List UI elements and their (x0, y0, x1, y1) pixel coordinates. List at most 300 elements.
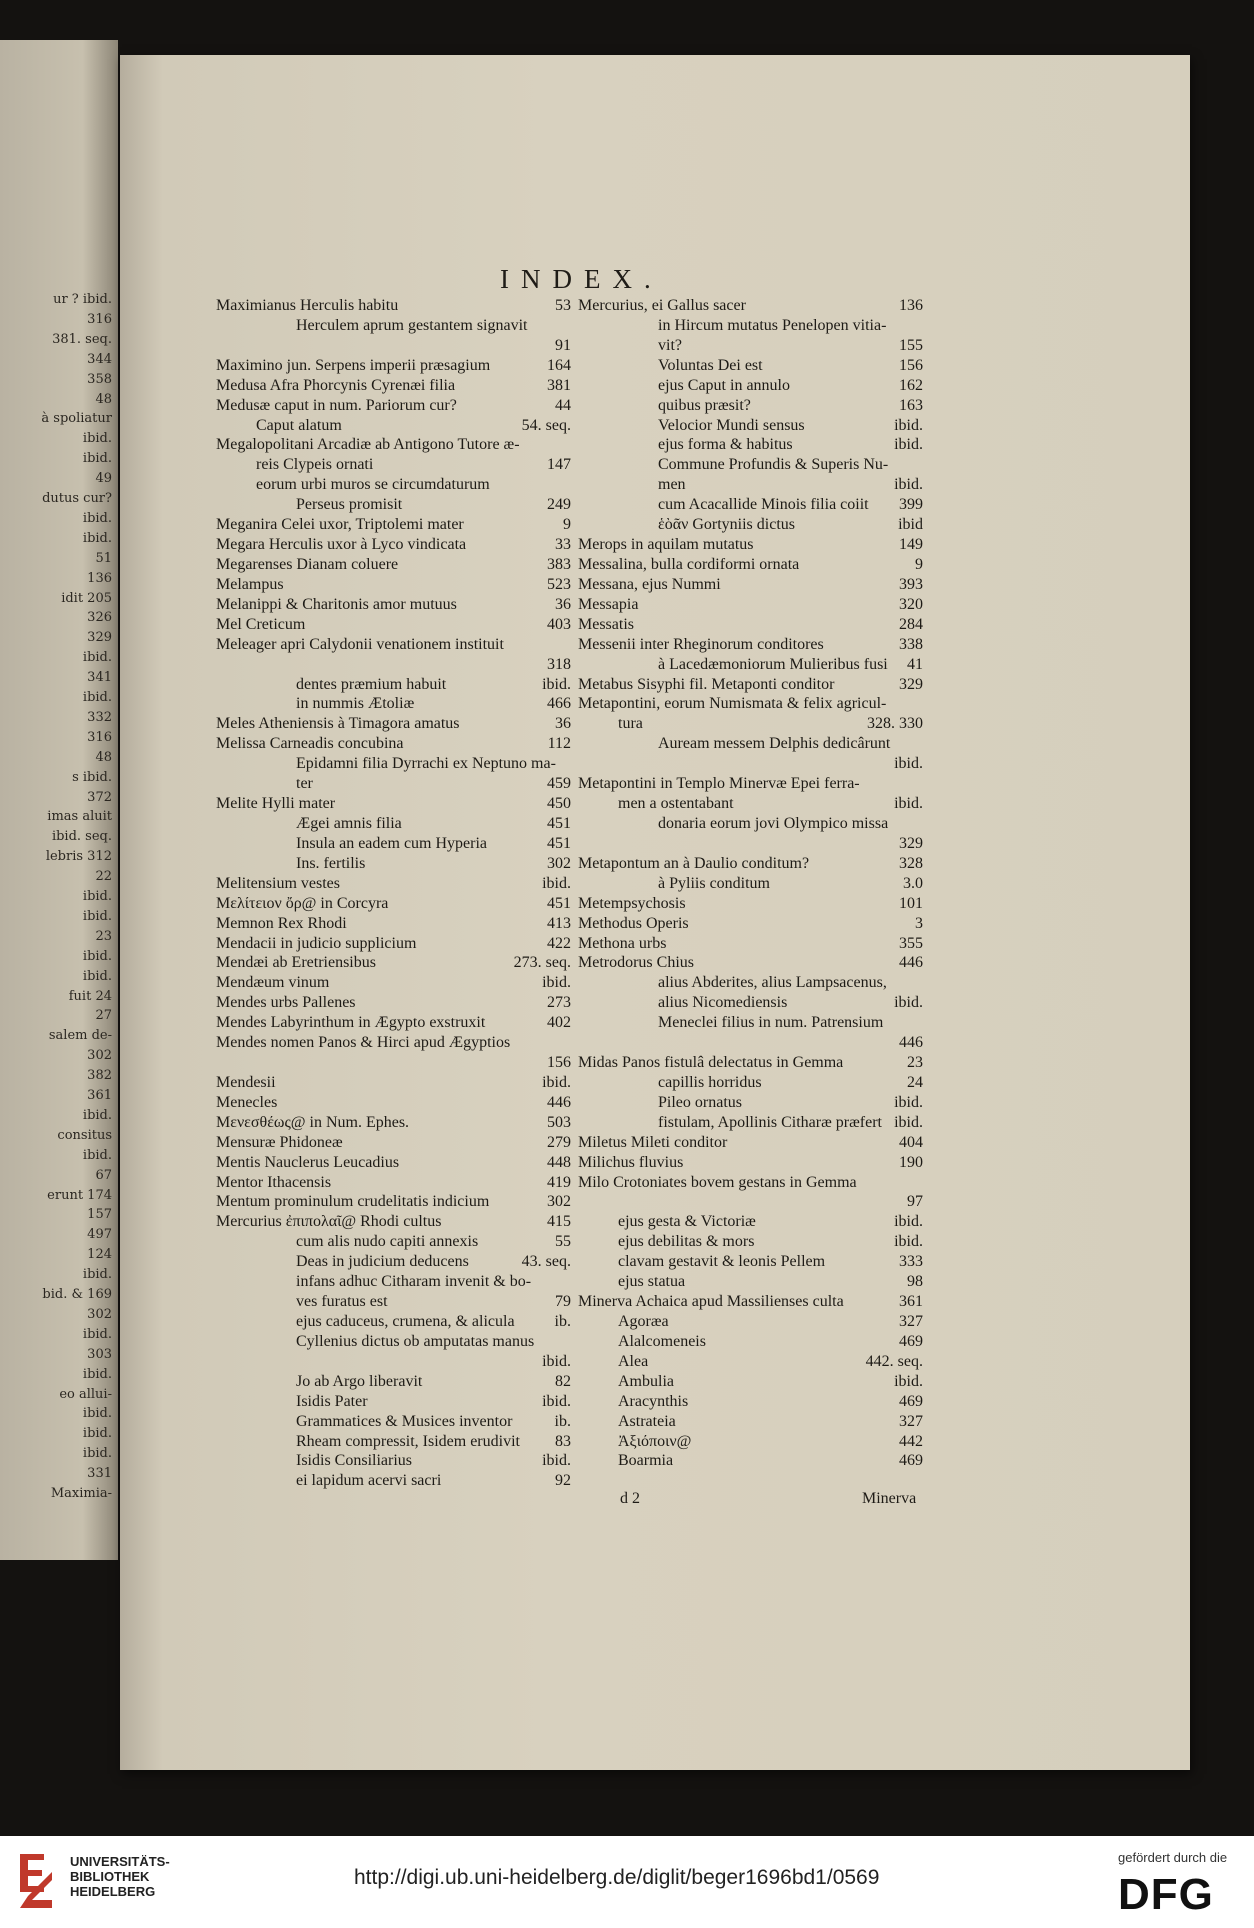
index-entry (578, 1093, 923, 1113)
index-entry-text: Methodus Operis (578, 914, 689, 932)
index-entry-page: ibid. (542, 1392, 571, 1410)
index-entry-page: 448 (547, 1153, 571, 1171)
index-entry (578, 1013, 923, 1033)
index-entry-text: Megarenses Dianam coluere (216, 555, 399, 573)
index-entry (216, 1192, 571, 1212)
index-entry (216, 455, 571, 475)
index-entry-text: Maximino jun. Serpens imperii præsagium (216, 356, 491, 374)
index-entry-text: Alalcomeneis (618, 1332, 706, 1350)
index-entry-text: Mendæum vinum (216, 974, 330, 992)
index-entry-text: Deas in judicium deducens (296, 1253, 469, 1271)
index-entry-text: Ambulia (618, 1372, 674, 1390)
index-entry-text: fistulam, Apollinis Citharæ præfert (658, 1113, 882, 1131)
index-entry (216, 1033, 571, 1053)
left-page-line: 316 (87, 729, 112, 745)
index-entry (216, 854, 571, 874)
index-entry-text: infans adhuc Citharam invenit & bo- (296, 1273, 532, 1291)
index-entry-text: Melite Hylli mater (216, 795, 336, 813)
index-entry (216, 1451, 571, 1471)
index-entry (578, 1332, 923, 1352)
index-entry-text: Μενεσθέως@ in Num. Ephes. (216, 1113, 410, 1131)
index-entry (216, 1412, 571, 1432)
index-entry (216, 1471, 571, 1491)
index-entry (216, 734, 571, 754)
index-entry-page: 422 (547, 934, 571, 952)
index-entry-text: cum Acacallide Minois filia coiit (658, 496, 869, 514)
index-entry-text: Perseus promisit (296, 496, 403, 514)
left-page-line: ibid. (82, 1267, 112, 1283)
index-entry (216, 1073, 571, 1093)
index-entry (216, 1352, 571, 1372)
index-entry-page: 273 (547, 994, 571, 1012)
index-entry-page: 469 (899, 1452, 923, 1470)
index-entry (216, 694, 571, 714)
index-entry-page: 469 (899, 1392, 923, 1410)
index-entry (216, 475, 571, 495)
index-entry-page: 451 (547, 894, 571, 912)
index-entry (578, 834, 923, 854)
index-entry-text: quibus præsit? (658, 396, 751, 414)
index-entry-page: 155 (899, 336, 923, 354)
left-page-line: 302 (87, 1306, 112, 1322)
index-entry-text: dentes præmium habuit (296, 675, 447, 693)
left-page-line: s ibid. (72, 769, 112, 785)
index-entry (216, 416, 571, 436)
index-entry (216, 1392, 571, 1412)
index-entry-text: Messana, ejus Nummi (578, 575, 721, 593)
left-page-line: 316 (87, 311, 112, 327)
index-entry (578, 1212, 923, 1232)
index-entry (578, 1312, 923, 1332)
left-page-line: 303 (87, 1346, 112, 1362)
index-entry (578, 675, 923, 695)
index-entry (578, 1352, 923, 1372)
index-entry-page: 413 (547, 914, 571, 932)
index-entry-page: 451 (547, 814, 571, 832)
index-entry-text: Mentis Nauclerus Leucadius (216, 1153, 400, 1171)
index-entry-page: 466 (547, 695, 571, 713)
index-entry-text: Melissa Carneadis concubina (216, 735, 404, 753)
index-entry-page: 302 (547, 1193, 571, 1211)
index-entry (578, 934, 923, 954)
index-entry-page: 442 (899, 1432, 923, 1450)
index-entry (216, 1212, 571, 1232)
left-page-line: 67 (95, 1167, 112, 1183)
index-entry (216, 296, 571, 316)
index-entry-page: 451 (547, 834, 571, 852)
left-page-line: eo allui- (59, 1386, 112, 1402)
index-entry-text: Mentor Ithacensis (216, 1173, 332, 1191)
index-entry (578, 356, 923, 376)
index-entry-page: 446 (899, 1034, 923, 1052)
left-page-line: ibid. (82, 968, 112, 984)
index-entry-text: Mercurius ἐπιπολαῖ@ Rhodi cultus (216, 1213, 442, 1231)
index-entry (578, 1372, 923, 1392)
index-entry (578, 894, 923, 914)
index-entry (216, 1272, 571, 1292)
index-entry (216, 495, 571, 515)
index-entry-page: 403 (547, 615, 571, 633)
index-entry-text: Caput alatum (256, 416, 342, 434)
dfg-logo[interactable]: DFG (1118, 1870, 1214, 1919)
index-entry (216, 555, 571, 575)
index-entry-page: ibid. (894, 755, 923, 773)
left-page-line: ibid. (82, 1406, 112, 1422)
left-page-line: à spoliatur (41, 411, 112, 427)
index-entry-text: capillis horridus (658, 1073, 762, 1091)
index-entry-text: clavam gestavit & leonis Pellem (618, 1253, 826, 1271)
left-page-line: 381. seq. (52, 331, 112, 347)
index-entry-text: in nummis Ætoliæ (296, 695, 415, 713)
index-entry-text: Melampus (216, 575, 284, 593)
index-entry-text: alius Nicomediensis (658, 994, 788, 1012)
index-entry-page: 469 (899, 1332, 923, 1350)
index-entry-text: Commune Profundis & Superis Nu- (658, 456, 889, 474)
left-page-line: 331 (87, 1466, 112, 1482)
index-entry-text: ves furatus est (296, 1293, 388, 1311)
index-entry-page: ibid. (894, 994, 923, 1012)
index-entry-text: Mentum prominulum crudelitatis indicium (216, 1193, 490, 1211)
index-entry (578, 535, 923, 555)
index-entry-page: 450 (547, 795, 571, 813)
index-entry-text: Memnon Rex Rhodi (216, 914, 347, 932)
left-page-line: consitus (57, 1127, 112, 1143)
index-column-right (578, 296, 923, 1471)
index-entry-text: ejus Caput in annulo (658, 376, 790, 394)
index-entry-page: ibid. (894, 795, 923, 813)
index-entry-text: Maximianus Herculis habitu (216, 297, 399, 314)
index-entry-text: Metapontini, eorum Numismata & felix agricul- (578, 695, 887, 713)
index-entry (578, 555, 923, 575)
index-entry (578, 435, 923, 455)
index-entry-page: 327 (899, 1412, 923, 1430)
index-entry-page: 361 (899, 1293, 923, 1311)
index-entry-page: 97 (907, 1193, 923, 1211)
left-page-line: 22 (95, 869, 112, 885)
left-page-line: 361 (87, 1088, 112, 1103)
index-entry-text: Milo Crotoniates bovem gestans in Gemma (578, 1173, 857, 1191)
index-entry (578, 615, 923, 635)
index-entry (216, 336, 571, 356)
index-entry-page: 442. seq. (865, 1352, 923, 1370)
index-entry-page: ibid. (542, 874, 571, 892)
permalink-url[interactable]: http://digi.ub.uni-heidelberg.de/diglit/beger1696bd1/0569 (354, 1866, 880, 1889)
index-entry-page: 320 (899, 595, 923, 613)
index-entry-text: Mendes urbs Pallenes (216, 994, 356, 1012)
index-entry (216, 794, 571, 814)
index-entry (578, 1252, 923, 1272)
index-entry-page: 98 (907, 1273, 923, 1291)
index-entry-page: 459 (547, 775, 571, 793)
index-entry (578, 475, 923, 495)
index-entry (578, 655, 923, 675)
left-page-line: 326 (87, 610, 112, 626)
index-entry-page: 9 (563, 516, 571, 534)
left-page-line: ibid. (82, 1366, 112, 1382)
index-entry-page: 446 (899, 954, 923, 972)
index-entry-text: men (658, 476, 686, 494)
index-entry (216, 535, 571, 555)
index-entry-text: Ἀξιόποιν@ (618, 1432, 692, 1450)
index-entry (216, 1053, 571, 1073)
index-entry-text: ejus statua (618, 1273, 686, 1291)
left-page-line: 157 (87, 1207, 112, 1223)
left-page-line: erunt 174 (47, 1187, 112, 1203)
index-entry-page: 91 (555, 336, 571, 354)
index-entry-text: Megara Herculis uxor à Lyco vindicata (216, 536, 467, 554)
index-entry-text: Merops in aquilam mutatus (578, 536, 754, 554)
index-entry-text: Megalopolitani Arcadiæ ab Antigono Tutore æ- (216, 436, 520, 454)
left-page-line: ibid. (82, 1326, 112, 1342)
index-entry (578, 336, 923, 356)
index-entry-text: Meles Atheniensis à Timagora amatus (216, 715, 460, 733)
index-entry (216, 1312, 571, 1332)
index-entry-page: 284 (899, 615, 923, 633)
index-entry (216, 1372, 571, 1392)
index-entry (216, 1432, 571, 1452)
index-entry-text: Mel Creticum (216, 615, 306, 633)
index-entry-text: Astrateia (618, 1412, 676, 1430)
index-entry-text: ejus gesta & Victoriæ (618, 1213, 756, 1231)
index-entry (578, 1113, 923, 1133)
library-name-line: BIBLIOTHEK (70, 1869, 150, 1884)
index-entry-text: Metrodorus Chius (578, 954, 694, 972)
index-entry (216, 894, 571, 914)
index-entry-page: 273. seq. (513, 954, 571, 972)
left-page-line: Maximia- (50, 1486, 112, 1501)
index-entry (578, 1392, 923, 1412)
left-page-line: ibid. (82, 650, 112, 666)
index-entry-page: 162 (899, 376, 923, 394)
index-entry-text: Pileo ornatus (658, 1093, 742, 1111)
index-entry-text: Herculem aprum gestantem signavit (296, 316, 528, 334)
index-entry (216, 754, 571, 774)
index-entry-text: in Hircum mutatus Penelopen vitia- (658, 316, 887, 334)
index-entry-text: Metabus Sisyphi fil. Metaponti conditor (578, 675, 835, 693)
index-entry-text: Melitensium vestes (216, 874, 340, 892)
index-entry-page: 404 (899, 1133, 923, 1151)
index-entry-page: 419 (547, 1173, 571, 1191)
index-entry (578, 316, 923, 336)
index-entry-text: Melanippi & Charitonis amor mutuus (216, 595, 457, 613)
index-entry-page: 329 (899, 675, 923, 693)
index-entry-page: ibid. (894, 1093, 923, 1111)
index-entry-text: Medusæ caput in num. Pariorum cur? (216, 396, 457, 414)
index-entry (216, 595, 571, 615)
viewer-footer-bar (0, 1836, 1254, 1928)
index-entry-page: 355 (899, 934, 923, 952)
index-entry (216, 1153, 571, 1173)
index-entry-text: Isidis Consiliarius (296, 1452, 413, 1470)
index-entry-page: 415 (547, 1213, 571, 1231)
index-entry (578, 1232, 923, 1252)
index-entry (578, 874, 923, 894)
index-entry-page: ibid. (542, 1452, 571, 1470)
index-entry (578, 993, 923, 1013)
index-entry (216, 914, 571, 934)
index-entry (578, 774, 923, 794)
index-entry-text: ἑὸᾶν Gortyniis dictus (658, 516, 795, 534)
index-entry-text: à Lacedæmoniorum Mulieribus fusi (658, 655, 888, 673)
left-page-line: 23 (95, 928, 112, 944)
index-column-left (216, 296, 571, 1491)
index-entry-page: 44 (555, 396, 571, 414)
left-page-line: ibid. (82, 510, 112, 526)
index-entry (216, 834, 571, 854)
university-library-logo-icon[interactable] (14, 1850, 58, 1914)
index-entry (578, 1153, 923, 1173)
index-entry-page: 82 (555, 1372, 571, 1390)
index-entry-page: 402 (547, 1014, 571, 1032)
index-entry-text: Medusa Afra Phorcynis Cyrenæi filia (216, 376, 456, 394)
index-entry (216, 316, 571, 336)
index-entry-text: Messalina, bulla cordiformi ornata (578, 555, 800, 573)
left-page-line: ibid. (82, 530, 112, 546)
index-entry (578, 515, 923, 535)
index-entry-page: 55 (555, 1233, 571, 1251)
index-entry (216, 714, 571, 734)
index-entry-page: 338 (899, 635, 923, 653)
index-entry (578, 754, 923, 774)
index-entry-text: Milichus fluvius (578, 1153, 684, 1171)
index-entry-text: Messatis (578, 615, 634, 633)
left-page-line: ibid. (82, 1426, 112, 1442)
index-entry-text: Rheam compressit, Isidem erudivit (296, 1432, 520, 1450)
index-entry (216, 1332, 571, 1352)
left-page-line: ibid. (82, 1147, 112, 1163)
index-entry-text: vit? (658, 336, 682, 354)
index-entry-text: Midas Panos fistulâ delectatus in Gemma (578, 1054, 844, 1072)
index-entry-page: 83 (555, 1432, 571, 1450)
index-entry-text: Messenii inter Rheginorum conditores (578, 635, 824, 653)
index-entry (216, 1133, 571, 1153)
index-entry-text: Ægei amnis filia (296, 814, 402, 832)
index-entry-text: Minerva Achaica apud Massilienses culta (578, 1293, 844, 1311)
index-entry (216, 993, 571, 1013)
index-entry-page: ibid. (542, 1352, 571, 1370)
index-entry-text: Velocior Mundi sensus (658, 416, 805, 434)
index-entry-text: Mercurius, ei Gallus sacer (578, 297, 746, 314)
index-entry-page: ibid. (542, 1073, 571, 1091)
index-entry-page: 279 (547, 1133, 571, 1151)
index-entry-text: alius Abderites, alius Lampsacenus, (658, 974, 887, 992)
index-entry-page: 36 (555, 595, 571, 613)
index-entry-page: 381 (547, 376, 571, 394)
index-entry (216, 973, 571, 993)
index-entry-page: 333 (899, 1253, 923, 1271)
index-entry-page: 302 (547, 854, 571, 872)
index-entry (216, 934, 571, 954)
index-entry (578, 714, 923, 734)
left-page-line: ibid. (82, 1446, 112, 1462)
index-entry-page: 523 (547, 575, 571, 593)
index-entry (578, 794, 923, 814)
index-entry-text: Mendacii in judicio supplicium (216, 934, 417, 952)
left-page-line: ibid. (82, 908, 112, 924)
index-entry (578, 734, 923, 754)
index-entry-page: 156 (547, 1054, 571, 1072)
index-entry-page: ibid. (894, 416, 923, 434)
index-entry-text: à Pyliis conditum (658, 874, 770, 892)
index-entry (216, 1113, 571, 1133)
left-page-line: 332 (87, 709, 112, 725)
index-entry-text: reis Clypeis ornati (256, 456, 374, 474)
index-entry-page: 101 (899, 894, 923, 912)
index-entry-page: ibid. (894, 476, 923, 494)
index-entry (216, 376, 571, 396)
index-entry-page: 163 (899, 396, 923, 414)
index-entry (216, 1013, 571, 1033)
index-entry (578, 1272, 923, 1292)
index-entry (216, 1252, 571, 1272)
library-name (70, 1854, 170, 1899)
index-entry-text: Epidamni filia Dyrrachi ex Neptuno ma- (296, 755, 556, 773)
index-entry-page: 190 (899, 1153, 923, 1171)
index-entry-page: 399 (899, 496, 923, 514)
index-entry (578, 1033, 923, 1053)
index-entry (578, 854, 923, 874)
index-entry-text: Mendesii (216, 1073, 276, 1091)
catchword: Minerva (862, 1490, 917, 1507)
index-entry-page: 92 (555, 1472, 571, 1490)
index-entry (578, 914, 923, 934)
left-page-line: 51 (95, 550, 112, 566)
index-entry-page: 3.0 (903, 874, 923, 892)
left-page-line: 497 (87, 1227, 112, 1243)
index-entry-text: Miletus Mileti conditor (578, 1133, 728, 1151)
index-entry-text: eorum urbi muros se circumdaturum (256, 476, 490, 494)
library-name-line: HEIDELBERG (70, 1884, 156, 1899)
index-entry-text: ei lapidum acervi sacri (296, 1472, 442, 1490)
index-entry-text: tura (618, 715, 643, 733)
index-entry-text: men a ostentabant (618, 795, 734, 813)
index-entry (578, 455, 923, 475)
index-entry (578, 376, 923, 396)
index-entry (578, 495, 923, 515)
left-page-line: 48 (95, 749, 112, 765)
index-entry-text: Menecles (216, 1093, 278, 1111)
index-entry-text: Messapia (578, 595, 639, 613)
index-entry (216, 874, 571, 894)
index-entry-text: Mendes Labyrinthum in Ægypto exstruxit (216, 1014, 486, 1032)
index-entry-text: Voluntas Dei est (658, 356, 763, 374)
index-entry (216, 1232, 571, 1252)
index-entry-text: Jo ab Argo liberavit (296, 1372, 423, 1390)
index-entry (578, 595, 923, 615)
library-name-line: UNIVERSITÄTS- (70, 1854, 170, 1869)
index-entry-page: 54. seq. (521, 416, 571, 434)
index-entry-page: ibid. (542, 675, 571, 693)
left-page-line: 27 (95, 1008, 112, 1024)
index-entry (216, 435, 571, 455)
left-page-line: 382 (87, 1068, 112, 1084)
index-entry-page: ibid. (894, 1113, 923, 1131)
index-entry-page: 79 (555, 1293, 571, 1311)
index-entry (578, 635, 923, 655)
index-entry-page: 41 (907, 655, 923, 673)
index-entry (216, 515, 571, 535)
index-heading: INDEX. (500, 264, 663, 294)
index-entry-text: Mendes nomen Panos & Hirci apud Ægyptios (216, 1034, 511, 1052)
index-entry-text: cum alis nudo capiti annexis (296, 1233, 479, 1251)
index-entry-page: ib. (554, 1412, 571, 1430)
index-entry (216, 635, 571, 655)
left-page-line: 49 (95, 471, 112, 487)
index-entry-page: 53 (555, 297, 571, 314)
index-entry (578, 1073, 923, 1093)
index-entry (578, 973, 923, 993)
index-entry-text: ejus forma & habitus (658, 436, 793, 454)
